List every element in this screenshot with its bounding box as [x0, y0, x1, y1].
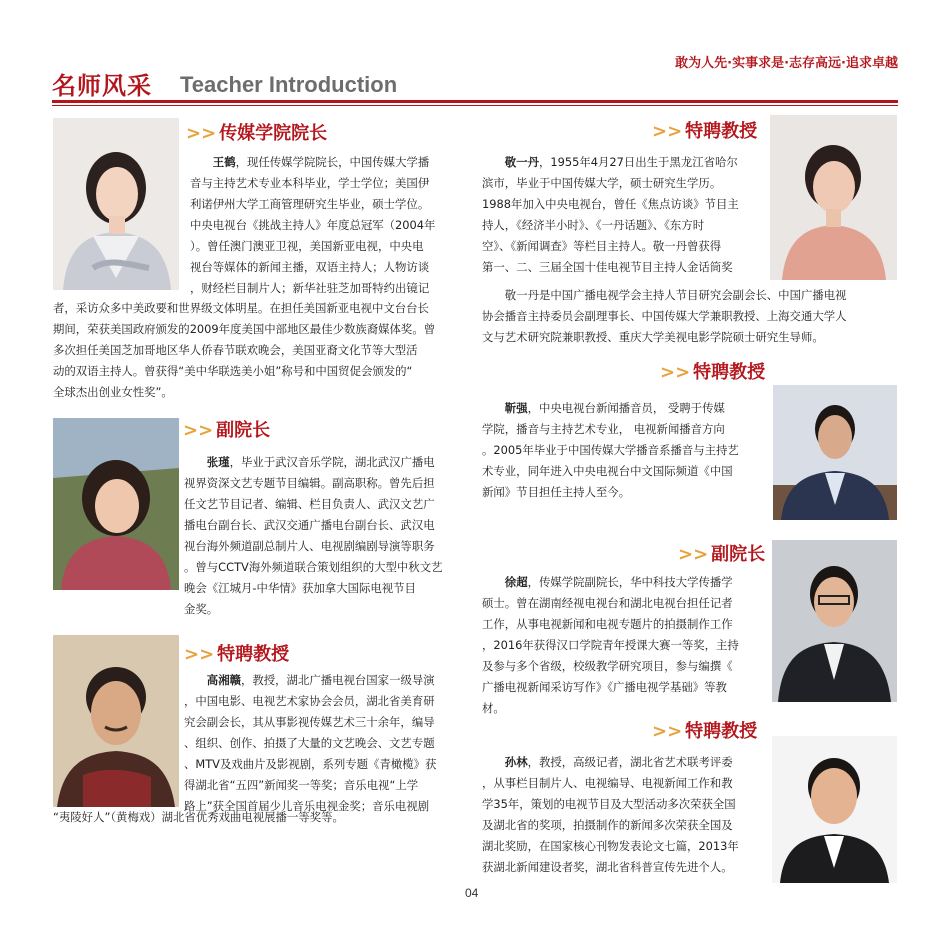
teacher-name: 敬一丹 [504, 155, 539, 169]
teacher-name: 靳强 [504, 401, 528, 415]
bio-vice-dean-1: 张瑾，毕业于武汉音乐学院，湖北武汉广播电 视界资深文艺专题节目编辑。副高职称。曾先后担 任文艺节目记者、编辑、栏目负责人、武汉文艺广 播电台副台长、武汉交通广播电台副台长、武汉电 视台海外频道副总制片人、电视剧编剧导演等职务 。曾与CCTV海外频道联合策划组织的大型中秋文艺 晚会《江城月-中华情》获加拿大国际电视节目 金奖。 [184, 455, 443, 616]
photo-vice-dean-zhang-jin [53, 418, 179, 590]
page-title-cn: 名师风采 [52, 72, 152, 100]
header-rule-thin [52, 105, 898, 106]
photo-prof-gao-xianggan [53, 635, 179, 807]
section-title-prof-jing: >> 特聘教授 [652, 121, 758, 142]
section-title-prof-jin: >> 特聘教授 [660, 362, 766, 383]
photo-prof-jing-yidan [770, 115, 897, 280]
teacher-name: 王鹤 [212, 155, 236, 169]
bio-vice-dean-2: 徐超，传媒学院副院长，华中科技大学传播学 硕士。曾在湖南经视电视台和湖北电视台担任记者 工作，从事电视新闻和电视专题片的拍摄制作工作 ，2016年获得汉口学院青年授课大赛一等奖，主持 及参与多个省级，校级教学研究项目，参与编撰《 广播电视新闻采访写作》《广播电视学基础》等教 材。 [482, 575, 739, 715]
photo-dean-wang-he [53, 118, 179, 290]
section-title-vice-dean-2: >> 副院长 [678, 544, 766, 565]
section-title-prof-sun: >> 特聘教授 [652, 721, 758, 742]
bio-dean-wrapped: 王鹤，现任传媒学院院长，中国传媒大学播 音与主持艺术专业本科毕业，学士学位；美国伊 利诺伊州大学工商管理研究生毕业，硕士学位。 中央电视台《挑战主持人》年度总冠军（2004年 ）。曾任澳门澳亚卫视，美国新亚电视，中央电 视台等媒体的新闻主播，双语主持人；人物访谈 ，财经栏目制片人；新华社驻芝加哥特约出镜记 [190, 155, 436, 295]
section-title-dean: >> 传媒学院院长 [186, 123, 328, 144]
teacher-name: 高湘赣 [206, 673, 241, 687]
bio-prof-jing-wrapped: 敬一丹，1955年4月27日出生于黑龙江省哈尔 滨市，毕业于中国传媒大学，硕士研究生学历。 1988年加入中央电视台，曾任《焦点访谈》节目主 持人，《经济半小时》、《一丹话题》、《东方时 空》、《新闻调查》等栏目主持人。敬一丹曾获得 第一、二、三届全国十佳电视节目主持人金话筒奖 [482, 155, 739, 274]
bio-prof-gao-full: “夷陵好人”（黄梅戏）湖北省优秀戏曲电视展播一等奖等。 [53, 810, 344, 824]
arrow-glyph: >> [186, 123, 217, 144]
teacher-name: 徐超 [504, 575, 528, 589]
header-rule [52, 100, 898, 103]
school-motto: 敢为人先·实事求是·志存高远·追求卓越 [675, 56, 898, 71]
teacher-name: 孙林 [504, 755, 528, 769]
bio-prof-gao-wrapped: 高湘赣，教授，湖北广播电视台国家一级导演 ，中国电影、电视艺术家协会会员，湖北省美育研 究会副会长，其从事影视传媒艺术三十余年，编导 、组织、创作、拍摄了大量的文艺晚会、文艺专题 、MTV及戏曲片及影视剧，系列专题《青橄榄》获 得湖北省“五四”新闻奖一等奖；音乐电视“上学 路上”获全国首届少儿音乐电视金奖；音乐电视剧 [184, 673, 437, 813]
page-title-en: Teacher Introduction [180, 72, 398, 97]
section-title-vice-dean-1: >> 副院长 [183, 420, 271, 441]
bio-dean-full: 者，采访众多中美政要和世界级文体明星。在担任美国新亚电视中文台台长 期间，荣获美国政府颁发的2009年度美国中部地区最佳少数族裔媒体奖。曾 多次担任美国芝加哥地区华人侨春节联欢晚会，美国亚裔文化节等大型活 动的双语主持人。曾获得“美中华联选美小姐”称号和中国贸促会颁发的“ 全球杰出创业女性奖”。 [53, 301, 436, 399]
photo-prof-jin-qiang [773, 385, 897, 520]
bio-prof-sun: 孙林，教授，高级记者，湖北省艺术联考评委 ，从事栏目制片人、电视编导、电视新闻工作和教 学35年，策划的电视节目及大型活动多次荣获全国 及湖北省的奖项，拍摄制作的新闻多次荣获全国及 湖北奖励，在国家核心刊物发表论文七篇，2013年 获湖北新闻建设者奖，湖北省科普宣传先进个人。 [482, 755, 739, 874]
bio-prof-jin: 靳强，中央电视台新闻播音员， 受聘于传媒 学院，播音与主持艺术专业， 电视新闻播音方向 。2005年毕业于中国传媒大学播音系播音与主持艺 术专业，同年进入中央电视台中文国际频道《中国 新闻》节目担任主持人至今。 [482, 401, 739, 499]
page-number: 04 [465, 886, 479, 900]
section-title-prof-gao: >> 特聘教授 [184, 644, 290, 665]
bio-prof-jing-full: 敬一丹是中国广播电视学会主持人节目研究会副会长、中国广播电视 协会播音主持委员会副理事长、中国传媒大学兼职教授、上海交通大学人 文与艺术研究院兼职教授、重庆大学美视电影学院硕士研究生导师。 [482, 288, 847, 344]
teacher-name: 张瑾 [206, 455, 230, 469]
photo-vice-dean-xu-chao [772, 540, 897, 702]
photo-prof-sun-lin [772, 736, 897, 883]
